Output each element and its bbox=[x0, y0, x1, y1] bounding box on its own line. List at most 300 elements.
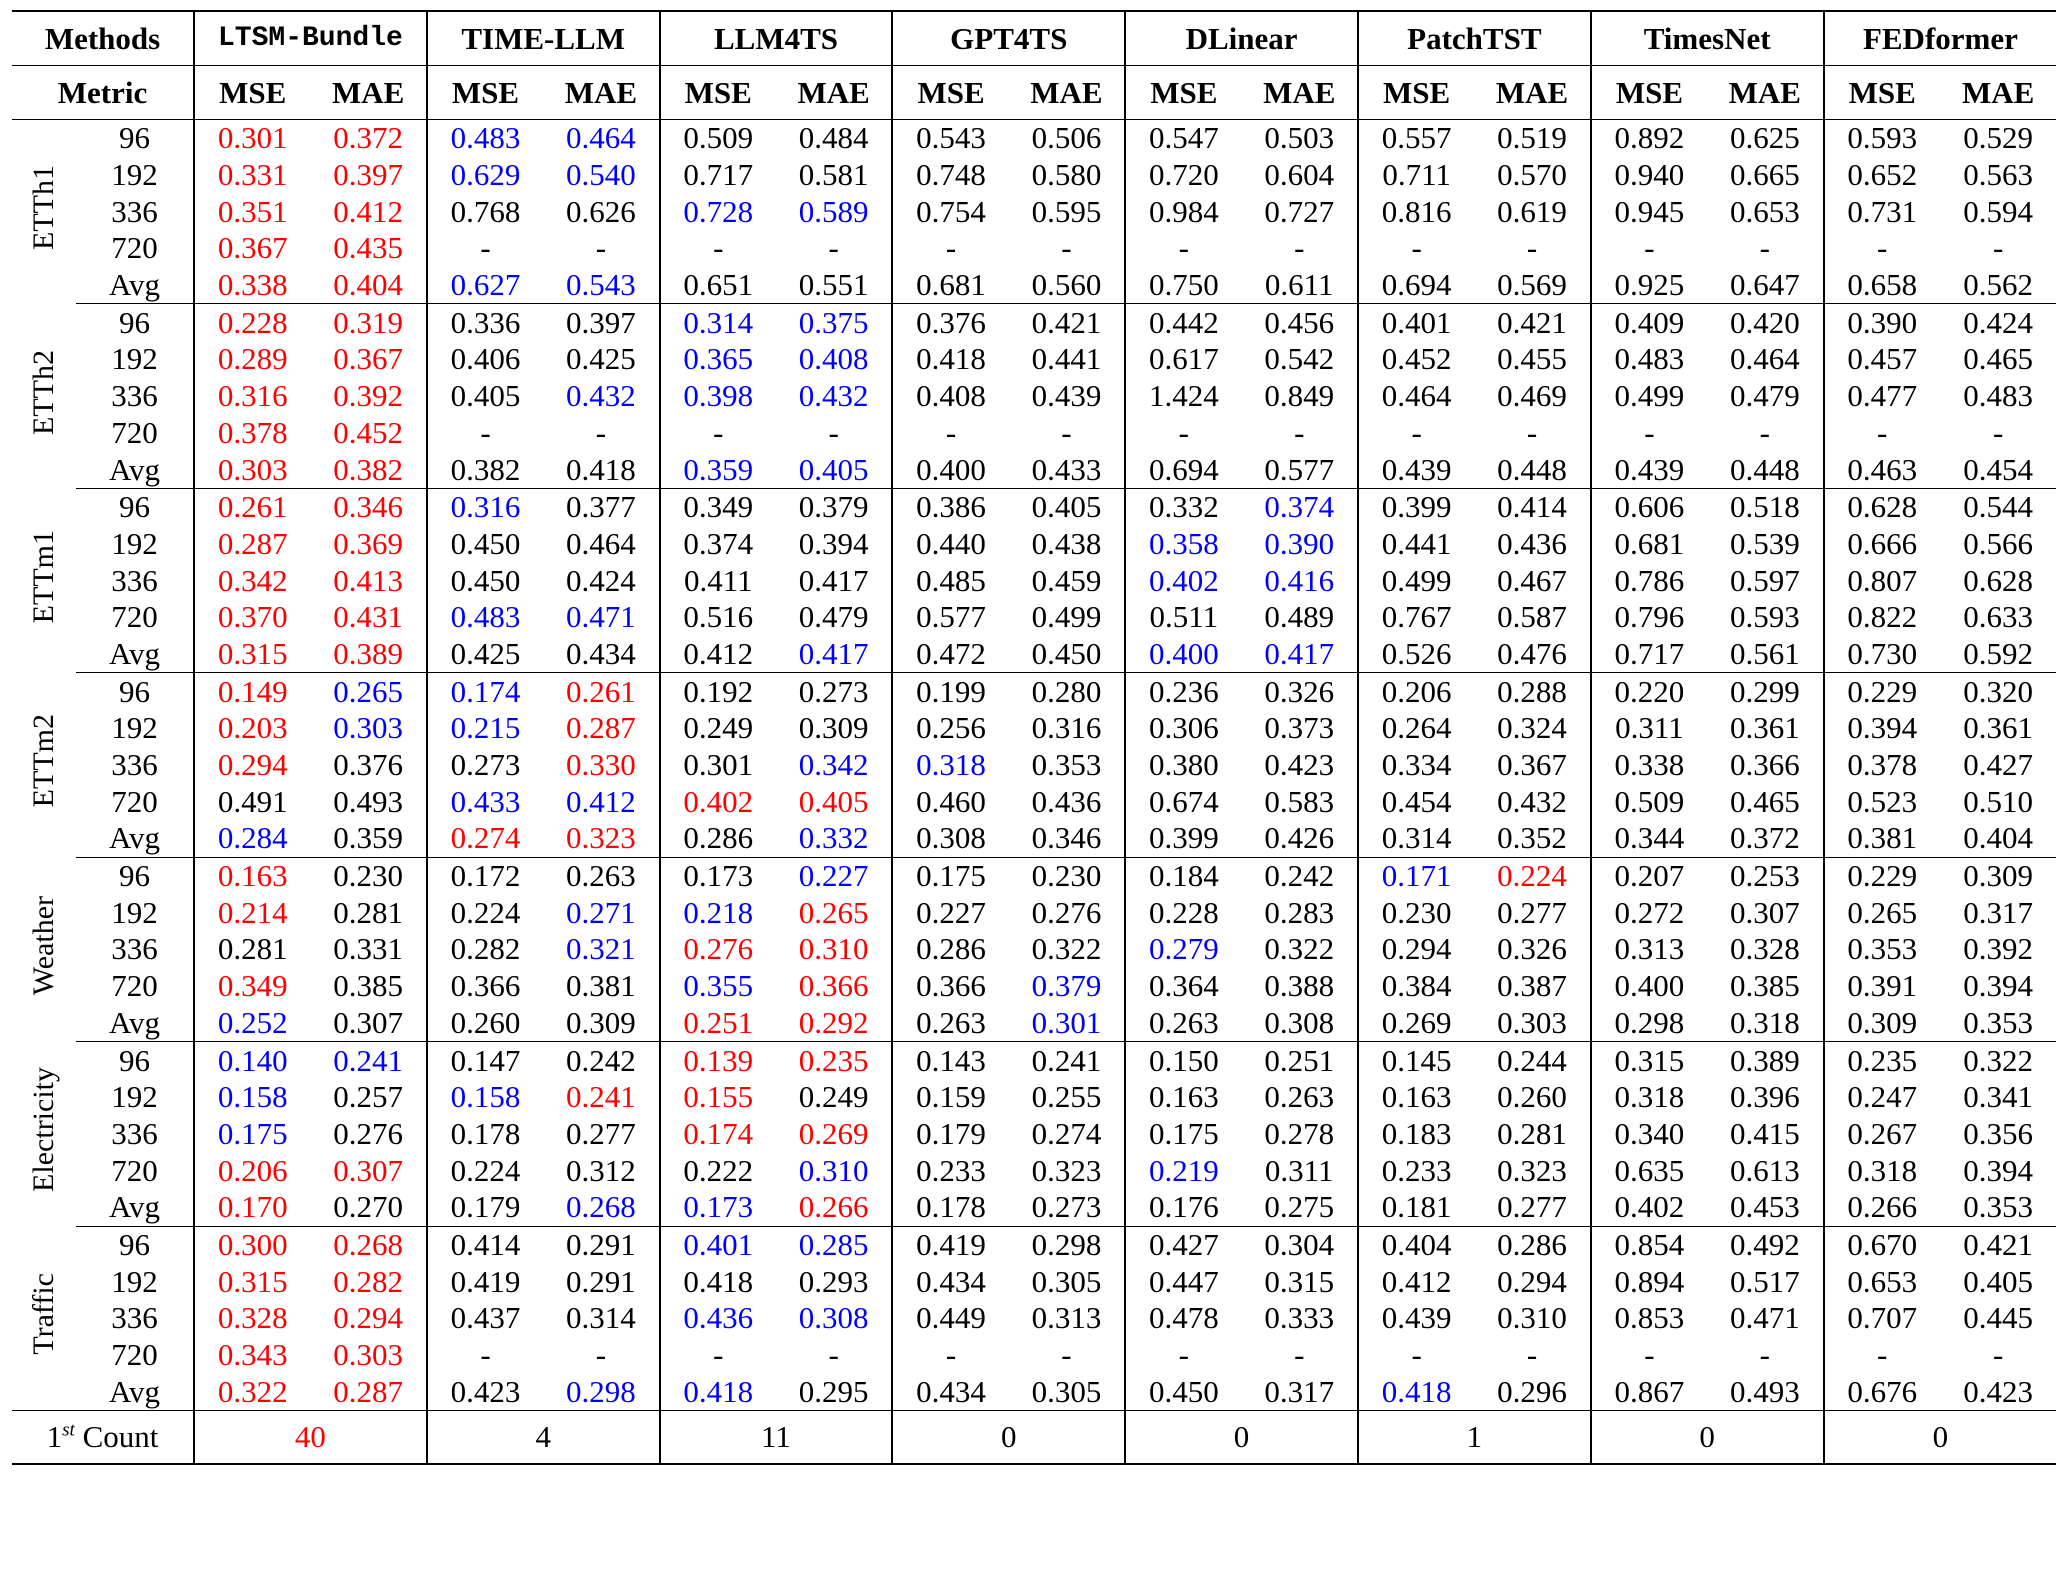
mse-value: 0.282 bbox=[427, 931, 543, 968]
mae-value: 0.274 bbox=[1031, 1115, 1102, 1151]
mse-value: 0.263 bbox=[892, 1005, 1008, 1042]
mse-value: 0.401 bbox=[660, 1226, 776, 1263]
mae-value: - bbox=[1759, 1337, 1770, 1373]
table-row bbox=[12, 193, 2056, 230]
mae-value: 0.361 bbox=[1729, 710, 1800, 746]
mae-value: 0.441 bbox=[1031, 341, 1102, 377]
mae-value: 0.434 bbox=[543, 636, 659, 673]
mse-value: 0.478 bbox=[1125, 1300, 1241, 1337]
mae-value: 0.311 bbox=[1264, 1152, 1334, 1188]
mae-value: 0.604 bbox=[1264, 157, 1335, 193]
horizon-label: 96 bbox=[119, 489, 150, 525]
mae-value: 0.320 bbox=[1963, 673, 2033, 709]
mse-value: 0.711 bbox=[1358, 157, 1474, 194]
mae-value: - bbox=[1526, 1337, 1538, 1373]
dataset-label bbox=[12, 673, 76, 857]
mae-value: 0.315 bbox=[1264, 1263, 1335, 1299]
mse-value: 0.382 bbox=[427, 451, 543, 488]
mae-value: 0.665 bbox=[1729, 157, 1800, 193]
mae-value: 0.493 bbox=[333, 783, 403, 819]
mse-value: 0.256 bbox=[892, 710, 1008, 747]
mse-value: 0.303 bbox=[194, 451, 310, 488]
horizon-label: Avg bbox=[76, 451, 194, 488]
mae-value: 0.307 bbox=[333, 1152, 403, 1188]
mse-value: 0.140 bbox=[194, 1042, 310, 1079]
mae-value: 0.310 bbox=[1497, 1300, 1567, 1336]
mae-value: 0.287 bbox=[310, 1373, 426, 1410]
mae-value: 0.560 bbox=[1009, 267, 1125, 304]
mae-value: 0.361 bbox=[1963, 710, 2033, 746]
horizon-label: 720 bbox=[111, 1152, 158, 1188]
mse-value: 0.450 bbox=[427, 562, 543, 599]
mse-value: 0.434 bbox=[892, 1263, 1008, 1300]
mae-value: 0.424 bbox=[566, 562, 636, 598]
mse-value: 0.263 bbox=[1125, 1005, 1241, 1042]
mse-value: 0.681 bbox=[1591, 526, 1707, 563]
table-row bbox=[12, 1152, 2056, 1189]
mse-value: 0.150 bbox=[1125, 1042, 1241, 1079]
mse-value: 0.577 bbox=[892, 599, 1008, 636]
mae-value: 0.307 bbox=[310, 1005, 426, 1042]
mae-value: 0.452 bbox=[333, 414, 403, 450]
dataset-label bbox=[12, 857, 76, 1041]
mae-value: 0.619 bbox=[1497, 193, 1567, 229]
mse-value: 0.308 bbox=[892, 820, 1008, 857]
horizon-label: 96 bbox=[119, 304, 150, 340]
mae-value: 0.281 bbox=[333, 894, 403, 930]
mse-value: 0.477 bbox=[1824, 378, 1940, 415]
mae-value: 0.331 bbox=[333, 931, 403, 967]
mae-value: 0.392 bbox=[1963, 931, 2033, 967]
mae-value: 0.408 bbox=[798, 341, 869, 377]
mse-value: - bbox=[427, 230, 543, 267]
mae-value: 0.414 bbox=[1497, 489, 1567, 525]
mse-value: 0.286 bbox=[892, 931, 1008, 968]
mse-value: 0.260 bbox=[427, 1005, 543, 1042]
mae-value: 0.448 bbox=[1474, 451, 1590, 488]
mae-value: 0.417 bbox=[798, 562, 869, 598]
mae-value: 0.305 bbox=[1009, 1373, 1125, 1410]
mae-value: 0.431 bbox=[333, 599, 403, 635]
results-table bbox=[12, 10, 2056, 1465]
mae-value: 0.423 bbox=[1264, 747, 1335, 783]
dataset-name: ETTm2 bbox=[27, 714, 60, 808]
mae-value: 0.435 bbox=[333, 230, 403, 266]
first-count-value: 4 bbox=[427, 1411, 660, 1465]
mse-value: 0.215 bbox=[427, 710, 543, 747]
mae-value: 0.563 bbox=[1963, 157, 2033, 193]
horizon-label: 192 bbox=[111, 341, 158, 377]
mae-value: 0.323 bbox=[1497, 1152, 1567, 1188]
mae-value: 0.353 bbox=[1940, 1189, 2056, 1226]
mse-value: 0.269 bbox=[1358, 1005, 1474, 1042]
mae-value: 0.453 bbox=[1707, 1189, 1823, 1226]
mae-value: 0.439 bbox=[1031, 378, 1102, 414]
mse-value: 0.434 bbox=[892, 1373, 1008, 1410]
method-header: DLinear bbox=[1125, 11, 1358, 66]
mse-value: 0.233 bbox=[892, 1152, 1008, 1189]
mse-value: 0.340 bbox=[1591, 1116, 1707, 1153]
mae-value: 0.405 bbox=[1963, 1263, 2033, 1299]
mse-value: 0.207 bbox=[1591, 857, 1707, 894]
mse-value: 0.265 bbox=[1824, 894, 1940, 931]
mae-value: - bbox=[1759, 414, 1770, 450]
mse-value: - bbox=[660, 1337, 776, 1374]
mae-value: 0.263 bbox=[1264, 1079, 1335, 1115]
mse-value: 0.627 bbox=[427, 267, 543, 304]
table-row bbox=[12, 1189, 2056, 1226]
table-row bbox=[12, 1116, 2056, 1153]
mse-value: 0.311 bbox=[1591, 710, 1707, 747]
mse-value: 0.399 bbox=[1125, 820, 1241, 857]
metric-label: Metric bbox=[12, 66, 194, 120]
mae-value: 0.235 bbox=[798, 1042, 869, 1078]
mae-value: 0.230 bbox=[1031, 858, 1102, 894]
table-row bbox=[12, 526, 2056, 563]
mse-value: 0.730 bbox=[1824, 636, 1940, 673]
mae-value: 0.352 bbox=[1474, 820, 1590, 857]
first-count-value: 40 bbox=[194, 1411, 427, 1465]
mse-value: 0.412 bbox=[1358, 1263, 1474, 1300]
horizon-label: Avg bbox=[76, 820, 194, 857]
mae-value: - bbox=[595, 414, 607, 450]
dataset-name: Traffic bbox=[27, 1273, 60, 1355]
mae-value: - bbox=[1992, 1337, 2004, 1373]
mae-value: 0.456 bbox=[1264, 304, 1335, 340]
mae-value: 0.594 bbox=[1963, 193, 2033, 229]
mae-value: 0.593 bbox=[1729, 599, 1800, 635]
horizon-label: 336 bbox=[111, 378, 158, 414]
mse-value: 0.427 bbox=[1125, 1226, 1241, 1263]
mae-value: 0.276 bbox=[333, 1115, 403, 1151]
table-row bbox=[12, 230, 2056, 267]
table-row bbox=[12, 747, 2056, 784]
mse-value: 0.526 bbox=[1358, 636, 1474, 673]
mse-value: 0.449 bbox=[892, 1300, 1008, 1337]
mae-value: 0.356 bbox=[1963, 1115, 2033, 1151]
mse-value: 0.523 bbox=[1824, 783, 1940, 820]
mse-value: 0.218 bbox=[660, 894, 776, 931]
horizon-label: Avg bbox=[76, 1005, 194, 1042]
mse-value: 0.178 bbox=[892, 1189, 1008, 1226]
mae-value: 0.353 bbox=[1940, 1005, 2056, 1042]
mse-value: 0.314 bbox=[1358, 820, 1474, 857]
mae-value: 0.277 bbox=[1497, 894, 1567, 930]
mae-value: 0.404 bbox=[310, 267, 426, 304]
mse-value: 0.273 bbox=[427, 747, 543, 784]
horizon-label: Avg bbox=[76, 267, 194, 304]
mae-value: 0.506 bbox=[1031, 120, 1102, 156]
mae-value: 0.467 bbox=[1497, 562, 1567, 598]
mse-value: 0.418 bbox=[660, 1263, 776, 1300]
mse-value: 0.450 bbox=[1125, 1373, 1241, 1410]
mse-value: - bbox=[1824, 230, 1940, 267]
mse-value: 0.822 bbox=[1824, 599, 1940, 636]
mae-value: 0.333 bbox=[1264, 1300, 1335, 1336]
mse-value: 0.227 bbox=[892, 894, 1008, 931]
mae-value: 0.566 bbox=[1963, 525, 2033, 561]
horizon-label: 96 bbox=[119, 1042, 150, 1078]
mae-value: 0.436 bbox=[1497, 525, 1567, 561]
mse-value: 0.767 bbox=[1358, 599, 1474, 636]
mse-value: 0.516 bbox=[660, 599, 776, 636]
metric-header-row bbox=[12, 66, 2056, 120]
mse-value: 0.454 bbox=[1358, 783, 1474, 820]
mse-value: 0.894 bbox=[1591, 1263, 1707, 1300]
mse-value: 0.206 bbox=[1358, 673, 1474, 710]
mse-value: 0.439 bbox=[1591, 451, 1707, 488]
mae-value: 0.303 bbox=[333, 710, 403, 746]
mse-value: 0.391 bbox=[1824, 968, 1940, 1005]
mae-value: 0.425 bbox=[566, 341, 636, 377]
methods-header-row bbox=[12, 11, 2056, 66]
mse-value: 0.386 bbox=[892, 488, 1008, 525]
mse-value: 0.394 bbox=[1824, 710, 1940, 747]
mae-value: 0.589 bbox=[798, 193, 869, 229]
mse-value: 0.511 bbox=[1125, 599, 1241, 636]
mse-value: 0.796 bbox=[1591, 599, 1707, 636]
mse-value: 0.228 bbox=[1125, 894, 1241, 931]
mse-value: 0.315 bbox=[194, 636, 310, 673]
mae-value: 0.372 bbox=[1707, 820, 1823, 857]
mae-value: 0.385 bbox=[1729, 968, 1800, 1004]
mse-value: 0.748 bbox=[892, 157, 1008, 194]
mse-value: 0.405 bbox=[427, 378, 543, 415]
table-row bbox=[12, 157, 2056, 194]
mae-value: 0.310 bbox=[798, 1152, 869, 1188]
method-header: FEDformer bbox=[1824, 11, 2057, 66]
mae-value: 0.385 bbox=[333, 968, 403, 1004]
table-row bbox=[12, 599, 2056, 636]
mse-value: 0.235 bbox=[1824, 1042, 1940, 1079]
mae-value: 0.288 bbox=[1497, 673, 1567, 709]
mse-header: MSE bbox=[1125, 66, 1241, 120]
mse-value: - bbox=[1125, 1337, 1241, 1374]
mae-value: 0.277 bbox=[566, 1115, 636, 1151]
mae-value: 0.309 bbox=[798, 710, 869, 746]
mae-value: 0.613 bbox=[1729, 1152, 1800, 1188]
mae-value: 0.304 bbox=[1264, 1226, 1335, 1262]
table-row bbox=[12, 820, 2056, 857]
mae-value: 0.569 bbox=[1474, 267, 1590, 304]
mae-value: 0.540 bbox=[566, 157, 636, 193]
mse-value: 0.399 bbox=[1358, 488, 1474, 525]
mse-value: 0.694 bbox=[1125, 451, 1241, 488]
mse-value: 0.206 bbox=[194, 1152, 310, 1189]
mae-value: 0.359 bbox=[310, 820, 426, 857]
mae-value: 0.421 bbox=[1963, 1226, 2033, 1262]
mse-value: 0.351 bbox=[194, 193, 310, 230]
first-count-value: 0 bbox=[892, 1411, 1125, 1465]
mae-value: 0.374 bbox=[1264, 489, 1335, 525]
mae-value: 0.241 bbox=[333, 1042, 403, 1078]
mae-value: 0.464 bbox=[566, 525, 636, 561]
horizon-label: Avg bbox=[76, 1189, 194, 1226]
mae-value: 0.346 bbox=[1009, 820, 1125, 857]
mae-value: 0.270 bbox=[310, 1189, 426, 1226]
mse-value: 0.322 bbox=[194, 1373, 310, 1410]
method-header: PatchTST bbox=[1358, 11, 1591, 66]
mae-value: 0.268 bbox=[333, 1226, 403, 1262]
mae-value: 0.539 bbox=[1729, 525, 1800, 561]
mse-value: 0.450 bbox=[427, 526, 543, 563]
mae-value: 0.241 bbox=[1031, 1042, 1102, 1078]
mse-value: 0.178 bbox=[427, 1116, 543, 1153]
mae-value: 0.595 bbox=[1031, 193, 1102, 229]
dataset-label bbox=[12, 120, 76, 304]
mse-value: 0.355 bbox=[660, 968, 776, 1005]
mse-value: 0.404 bbox=[1358, 1226, 1474, 1263]
mae-value: 0.326 bbox=[1264, 673, 1335, 709]
horizon-label: 720 bbox=[111, 599, 158, 635]
mae-value: 0.415 bbox=[1729, 1115, 1800, 1151]
mae-value: 0.479 bbox=[798, 599, 869, 635]
mse-value: - bbox=[1824, 415, 1940, 452]
mae-value: 0.249 bbox=[798, 1079, 869, 1115]
table-row bbox=[12, 1263, 2056, 1300]
mse-value: 0.184 bbox=[1125, 857, 1241, 894]
mae-value: 0.653 bbox=[1729, 193, 1800, 229]
method-header: TIME-LLM bbox=[427, 11, 660, 66]
dataset-label bbox=[12, 1226, 76, 1410]
table-row bbox=[12, 451, 2056, 488]
first-count-value: 0 bbox=[1591, 1411, 1824, 1465]
mse-value: 0.442 bbox=[1125, 304, 1241, 341]
mse-value: 0.984 bbox=[1125, 193, 1241, 230]
horizon-label: 336 bbox=[111, 931, 158, 967]
mse-value: 0.786 bbox=[1591, 562, 1707, 599]
mse-value: 0.433 bbox=[427, 783, 543, 820]
mae-value: 0.611 bbox=[1242, 267, 1358, 304]
mae-value: 0.405 bbox=[776, 451, 892, 488]
mae-value: 0.390 bbox=[1264, 525, 1335, 561]
mse-value: - bbox=[1591, 230, 1707, 267]
mse-value: 0.378 bbox=[1824, 747, 1940, 784]
mae-value: 0.454 bbox=[1940, 451, 2056, 488]
count-label-text: Count bbox=[74, 1419, 159, 1455]
mae-value: 0.265 bbox=[333, 673, 403, 709]
first-count-value: 11 bbox=[660, 1411, 893, 1465]
first-count-label bbox=[12, 1411, 194, 1465]
mse-value: - bbox=[1358, 1337, 1474, 1374]
horizon-label: 192 bbox=[111, 1079, 158, 1115]
mae-header: MAE bbox=[776, 66, 892, 120]
mae-value: 0.263 bbox=[566, 858, 636, 894]
mse-value: 0.374 bbox=[660, 526, 776, 563]
mse-value: 0.353 bbox=[1824, 931, 1940, 968]
mae-value: 0.375 bbox=[798, 304, 869, 340]
mse-value: 0.163 bbox=[194, 857, 310, 894]
mae-value: 0.242 bbox=[566, 1042, 636, 1078]
mae-value: 0.381 bbox=[566, 968, 636, 1004]
mse-value: 0.181 bbox=[1358, 1189, 1474, 1226]
mse-value: 0.940 bbox=[1591, 157, 1707, 194]
dataset-label bbox=[12, 304, 76, 488]
mse-value: 0.400 bbox=[892, 451, 1008, 488]
mae-value: 0.373 bbox=[1264, 710, 1335, 746]
first-count-value: 0 bbox=[1824, 1411, 2057, 1465]
mse-value: 0.175 bbox=[1125, 1116, 1241, 1153]
mae-value: 0.298 bbox=[1031, 1226, 1102, 1262]
mae-value: - bbox=[1992, 230, 2004, 266]
mae-value: 0.484 bbox=[798, 120, 869, 156]
mae-value: 0.412 bbox=[566, 783, 636, 819]
mae-value: 0.483 bbox=[1963, 378, 2033, 414]
mse-header: MSE bbox=[194, 66, 310, 120]
mae-value: 0.479 bbox=[1729, 378, 1800, 414]
mae-value: 0.427 bbox=[1963, 747, 2033, 783]
mse-value: 0.464 bbox=[1358, 378, 1474, 415]
mse-value: 0.301 bbox=[660, 747, 776, 784]
mae-value: 0.519 bbox=[1497, 120, 1567, 156]
mae-value: - bbox=[1759, 230, 1770, 266]
mse-value: 0.318 bbox=[1824, 1152, 1940, 1189]
mse-value: 0.219 bbox=[1125, 1152, 1241, 1189]
mse-value: 0.402 bbox=[1591, 1189, 1707, 1226]
mae-header: MAE bbox=[1707, 66, 1823, 120]
mae-value: 0.432 bbox=[798, 378, 869, 414]
mae-value: - bbox=[1061, 230, 1072, 266]
mse-value: 0.313 bbox=[1591, 931, 1707, 968]
table-row bbox=[12, 120, 2056, 157]
mae-value: - bbox=[1061, 414, 1072, 450]
mse-value: 0.437 bbox=[427, 1300, 543, 1337]
mae-value: 0.633 bbox=[1963, 599, 2033, 635]
mse-value: 0.264 bbox=[1358, 710, 1474, 747]
mse-value: 0.334 bbox=[1358, 747, 1474, 784]
mse-value: 0.287 bbox=[194, 526, 310, 563]
mae-value: 0.404 bbox=[1940, 820, 2056, 857]
mae-value: 0.397 bbox=[566, 304, 636, 340]
dataset-label bbox=[12, 488, 76, 672]
mae-value: 0.418 bbox=[543, 451, 659, 488]
horizon-label: 336 bbox=[111, 193, 158, 229]
mse-value: 0.233 bbox=[1358, 1152, 1474, 1189]
mse-value: 0.376 bbox=[892, 304, 1008, 341]
mse-value: 0.318 bbox=[892, 747, 1008, 784]
table-row bbox=[12, 267, 2056, 304]
mse-value: 0.694 bbox=[1358, 267, 1474, 304]
mae-value: 0.324 bbox=[1497, 710, 1567, 746]
horizon-label: 96 bbox=[119, 858, 150, 894]
mae-value: 0.436 bbox=[1031, 783, 1102, 819]
mse-value: 0.509 bbox=[1591, 783, 1707, 820]
table-row bbox=[12, 378, 2056, 415]
mae-value: 0.303 bbox=[333, 1337, 403, 1373]
mse-value: 0.441 bbox=[1358, 526, 1474, 563]
mse-value: 0.418 bbox=[660, 1373, 776, 1410]
mse-value: 0.315 bbox=[1591, 1042, 1707, 1079]
mse-value: 0.463 bbox=[1824, 451, 1940, 488]
mae-value: 0.377 bbox=[566, 489, 636, 525]
mse-value: 0.349 bbox=[660, 488, 776, 525]
mse-value: 0.483 bbox=[427, 120, 543, 157]
mse-value: 0.349 bbox=[194, 968, 310, 1005]
mse-value: 0.728 bbox=[660, 193, 776, 230]
mae-value: 0.503 bbox=[1264, 120, 1335, 156]
mse-value: 0.547 bbox=[1125, 120, 1241, 157]
mse-value: - bbox=[1591, 1337, 1707, 1374]
mse-value: 0.338 bbox=[194, 267, 310, 304]
mse-value: 0.768 bbox=[427, 193, 543, 230]
mse-value: 0.174 bbox=[660, 1116, 776, 1153]
mse-value: 0.163 bbox=[1358, 1079, 1474, 1116]
mae-value: 0.376 bbox=[333, 747, 403, 783]
mae-value: 0.392 bbox=[333, 378, 403, 414]
table-row bbox=[12, 1337, 2056, 1374]
first-count-value: 1 bbox=[1358, 1411, 1591, 1465]
mae-value: 0.242 bbox=[1264, 858, 1335, 894]
